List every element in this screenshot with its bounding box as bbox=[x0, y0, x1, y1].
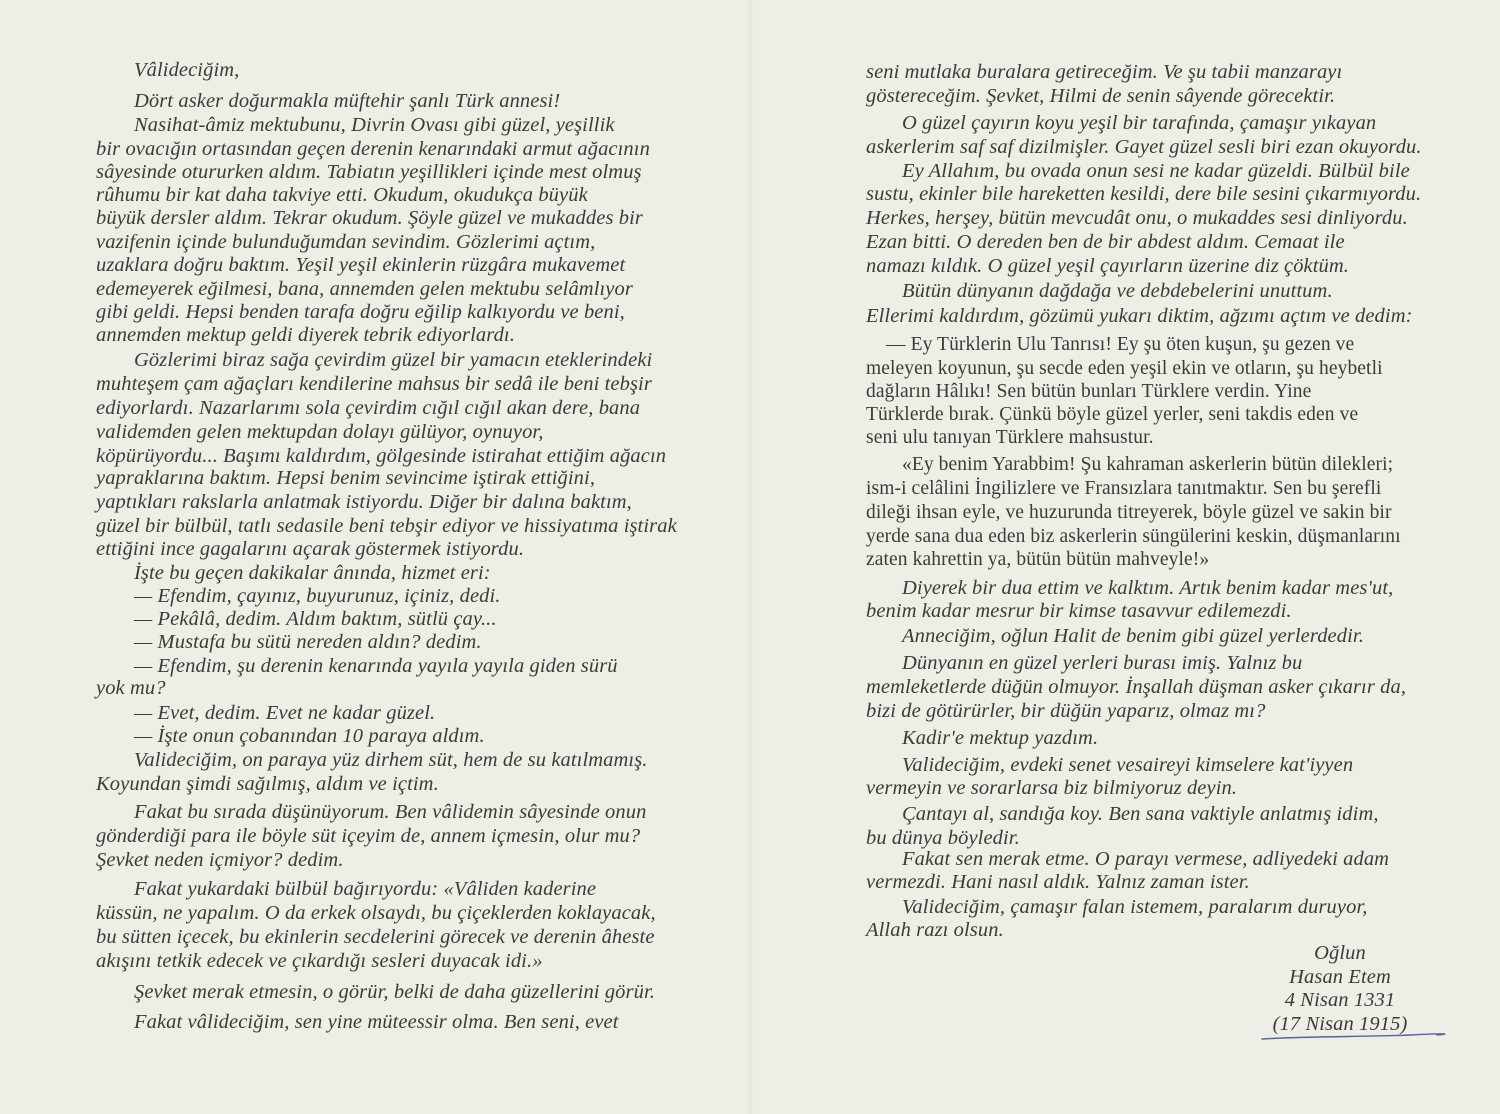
text-line: Çantayı al, sandığa koy. Ben sana vaktiyle anlatmış idim, bbox=[902, 803, 1379, 825]
text-line: Valideciğim, çamaşır falan istemem, paralarım duruyor, bbox=[902, 896, 1368, 918]
text-line: Fakat bu sırada düşünüyorum. Ben vâlidemin sâyesinde onun bbox=[134, 801, 647, 823]
text-line: gibi geldi. Hepsi benden tarafa doğru eğilip kalkıyordu ve beni, bbox=[96, 301, 625, 323]
text-line: vazifenin içinde bulunduğumdan sevindim. Gözlerimi açtım, bbox=[96, 231, 596, 253]
salutation: Vâlideciğim, bbox=[134, 59, 240, 81]
dialogue-line: — Evet, dedim. Evet ne kadar güzel. bbox=[134, 702, 436, 724]
text-line: Nasihat-âmiz mektubunu, Divrin Ovası gibi güzel, yeşillik bbox=[134, 114, 615, 136]
text-line: benim kadar mesrur bir kimse tasavvur edilemezdi. bbox=[866, 600, 1292, 622]
text-line: Anneciğim, oğlun Halit de benim gibi güzel yerlerdedir. bbox=[902, 625, 1364, 647]
text-line: bizi de götürürler, bir düğün yaparız, olmaz mı? bbox=[866, 700, 1266, 722]
text-line: küssün, ne yapalım. O da erkek olsaydı, bu çiçeklerden koklayacak, bbox=[96, 902, 656, 924]
text-line: Diyerek bir dua ettim ve kalktım. Artık benim kadar mes'ut, bbox=[902, 577, 1394, 599]
text-line: Valideciğim, on paraya yüz dirhem süt, hem de su katılmamış. bbox=[134, 749, 648, 771]
text-line: O güzel çayırın koyu yeşil bir tarafında, çamaşır yıkayan bbox=[902, 112, 1377, 134]
prayer-line: dağların Hâlıkı! Sen bütün bunları Türklere verdin. Yine bbox=[866, 381, 1312, 402]
text-line: validemden gelen mektupdan dolayı gülüyor, oynuyor, bbox=[96, 421, 544, 443]
text-line: yaptıkları rakslarla anlatmak istiyordu. Diğer bir dalına baktım, bbox=[96, 491, 632, 513]
text-line: Fakat vâlideciğim, sen yine müteessir olma. Ben seni, evet bbox=[134, 1011, 619, 1033]
text-line: edemeyerek eğilmesi, bana, annemden gelen mektubu selâmlıyor bbox=[96, 278, 633, 300]
text-line: rûhumu bir kat daha takviye etti. Okudum, okudukça büyük bbox=[96, 184, 588, 206]
text-line: sâyesinde otururken aldım. Tabiatın yeşillikleri içinde mest olmuş bbox=[96, 161, 642, 183]
signature-date-rumi: 4 Nisan 1331 bbox=[1284, 989, 1396, 1011]
prayer-line: seni ulu tanıyan Türklere mahsustur. bbox=[866, 427, 1154, 448]
text-line: Fakat sen merak etme. O parayı vermese, adliyedeki adam bbox=[902, 848, 1390, 870]
text-line: askerlerim saf saf dizilmişler. Gayet güzel sesli biri ezan okuyordu. bbox=[866, 136, 1422, 158]
text-line: vermezdi. Hani nasıl aldık. Yalnız zaman ister. bbox=[866, 871, 1250, 893]
text-line: ettiğini ince gagalarını açarak göstermek istiyordu. bbox=[96, 538, 525, 560]
text-line: Şevket neden içmiyor? dedim. bbox=[96, 849, 344, 871]
text-line: sustu, ekinler bile hareketten kesildi, dere bile sesini çıkarmıyordu. bbox=[866, 183, 1422, 205]
text-line: Koyundan şimdi sağılmış, aldım ve içtim. bbox=[96, 773, 439, 795]
dialogue-line: — Efendim, çayınız, buyurunuz, içiniz, dedi. bbox=[134, 585, 501, 607]
text-line: gönderdiği para ile böyle süt içeyim de, annem içmesin, olur mu? bbox=[96, 825, 641, 847]
prayer-line: «Ey benim Yarabbim! Şu kahraman askerlerin bütün dilekleri; bbox=[902, 454, 1394, 475]
text-line: Herkes, herşey, bütün mevcudât onu, o mukaddes sesi dinliyordu. bbox=[866, 207, 1408, 229]
text-line: muhteşem çam ağaçları kendilerine mahsus bir sedâ ile beni tebşir bbox=[96, 373, 652, 395]
text-line: İşte bu geçen dakikalar ânında, hizmet eri: bbox=[134, 562, 491, 584]
text-line: Bütün dünyanın dağdağa ve debdebelerini unuttum. bbox=[902, 280, 1333, 302]
text-line: yapraklarına baktım. Hepsi benim sevincime iştirak ettiğini, bbox=[96, 467, 596, 489]
text-line: bu dünya böyledir. bbox=[866, 827, 1020, 849]
text-line: büyük dersler aldım. Tekrar okudum. Şöyle güzel ve mukaddes bir bbox=[96, 207, 643, 229]
text-line: memleketlerde düğün olmuyor. İnşallah düşman asker çıkarır da, bbox=[866, 676, 1407, 698]
text-line: Dört asker doğurmakla müftehir şanlı Türk annesi! bbox=[134, 90, 561, 112]
text-line: akışını tetkik edecek ve çıkardığı sesleri duyacak idi.» bbox=[96, 950, 543, 972]
text-line: köpürüyordu... Başımı kaldırdım, gölgesinde istirahat ettiğim ağacın bbox=[96, 445, 667, 467]
text-line: Ezan bitti. O dereden ben de bir abdest aldım. Cemaat ile bbox=[866, 231, 1345, 253]
text-line: Allah razı olsun. bbox=[866, 919, 1004, 941]
text-line: annemden mektup geldi diyerek tebrik ediyorlardı. bbox=[96, 324, 515, 346]
text-line: vermeyin ve sorarlarsa biz bilmiyoruz deyin. bbox=[866, 777, 1238, 799]
prayer-line: ism-i celâlini İngilizlere ve Fransızlara tanıtmaktır. Sen bu şerefli bbox=[866, 478, 1382, 499]
prayer-line: — Ey Türklerin Ulu Tanrısı! Ey şu öten kuşun, şu gezen ve bbox=[886, 334, 1355, 355]
prayer-line: yerde sana dua eden biz askerlerin süngülerini keskin, düşmanlarını bbox=[866, 526, 1401, 547]
text-line: göstereceğim. Şevket, Hilmi de senin sâyende görecektir. bbox=[866, 85, 1336, 107]
text-line: bir ovacığın ortasından geçen derenin kenarındaki armut ağacının bbox=[96, 138, 650, 160]
text-line: Kadir'e mektup yazdım. bbox=[902, 727, 1099, 749]
text-line: Gözlerimi biraz sağa çevirdim güzel bir yamacın eteklerindeki bbox=[134, 349, 653, 371]
dialogue-line: — Mustafa bu sütü nereden aldın? dedim. bbox=[134, 631, 482, 653]
signature-closing: Oğlun bbox=[1314, 942, 1366, 964]
text-line: ediyorlardı. Nazarlarımı sola çevirdim cığıl cığıl akan dere, bana bbox=[96, 397, 641, 419]
dialogue-line: — İşte onun çobanından 10 paraya aldım. bbox=[134, 725, 485, 747]
text-line: bu sütten içecek, bu ekinlerin secdelerini görecek ve derenin âheste bbox=[96, 926, 655, 948]
text-line: Dünyanın en güzel yerleri burası imiş. Yalnız bu bbox=[902, 652, 1303, 674]
dialogue-line: — Pekâlâ, dedim. Aldım baktım, sütlü çay... bbox=[134, 608, 497, 630]
text-line: seni mutlaka buralara getireceğim. Ve şu tabii manzarayı bbox=[866, 61, 1343, 83]
prayer-line: Türklerde bırak. Çünkü böyle güzel yerler, seni takdis eden ve bbox=[866, 404, 1359, 425]
prayer-line: zaten kahrettin ya, bütün bütün mahveyle!» bbox=[866, 549, 1210, 570]
prayer-line: dileği ihsan eyle, ve huzurunda titreyerek, böyle güzel ve sakin bir bbox=[866, 502, 1392, 523]
text-line: Valideciğim, evdeki senet vesaireyi kimselere kat'iyyen bbox=[902, 754, 1354, 776]
text-line: Ey Allahım, bu ovada onun sesi ne kadar güzeldi. Bülbül bile bbox=[902, 160, 1410, 182]
prayer-line: meleyen koyunun, şu secde eden yeşil ekin ve otların, şu heybetli bbox=[866, 358, 1383, 379]
signature-date-gregorian: (17 Nisan 1915) bbox=[1272, 1013, 1408, 1035]
text-line: Şevket merak etmesin, o görür, belki de daha güzellerini görür. bbox=[134, 981, 655, 1003]
dialogue-line: yok mu? bbox=[96, 677, 166, 699]
dialogue-line: — Efendim, şu derenin kenarında yayıla yayıla giden sürü bbox=[134, 655, 618, 677]
text-line: Ellerimi kaldırdım, gözümü yukarı diktim, ağzımı açtım ve dedim: bbox=[866, 305, 1413, 327]
right-page bbox=[750, 0, 1500, 1114]
text-line: Fakat yukardaki bülbül bağırıyordu: «Vâliden kaderine bbox=[134, 878, 597, 900]
text-line: namazı kıldık. O güzel yeşil çayırların üzerine diz çöktüm. bbox=[866, 255, 1350, 277]
text-line: güzel bir bülbül, tatlı sedasile beni tebşir ediyor ve hissiyatıma iştirak bbox=[96, 515, 677, 537]
signature-name: Hasan Etem bbox=[1289, 966, 1391, 988]
text-line: uzaklara doğru baktım. Yeşil yeşil ekinlerin rüzgâra mukavemet bbox=[96, 254, 626, 276]
